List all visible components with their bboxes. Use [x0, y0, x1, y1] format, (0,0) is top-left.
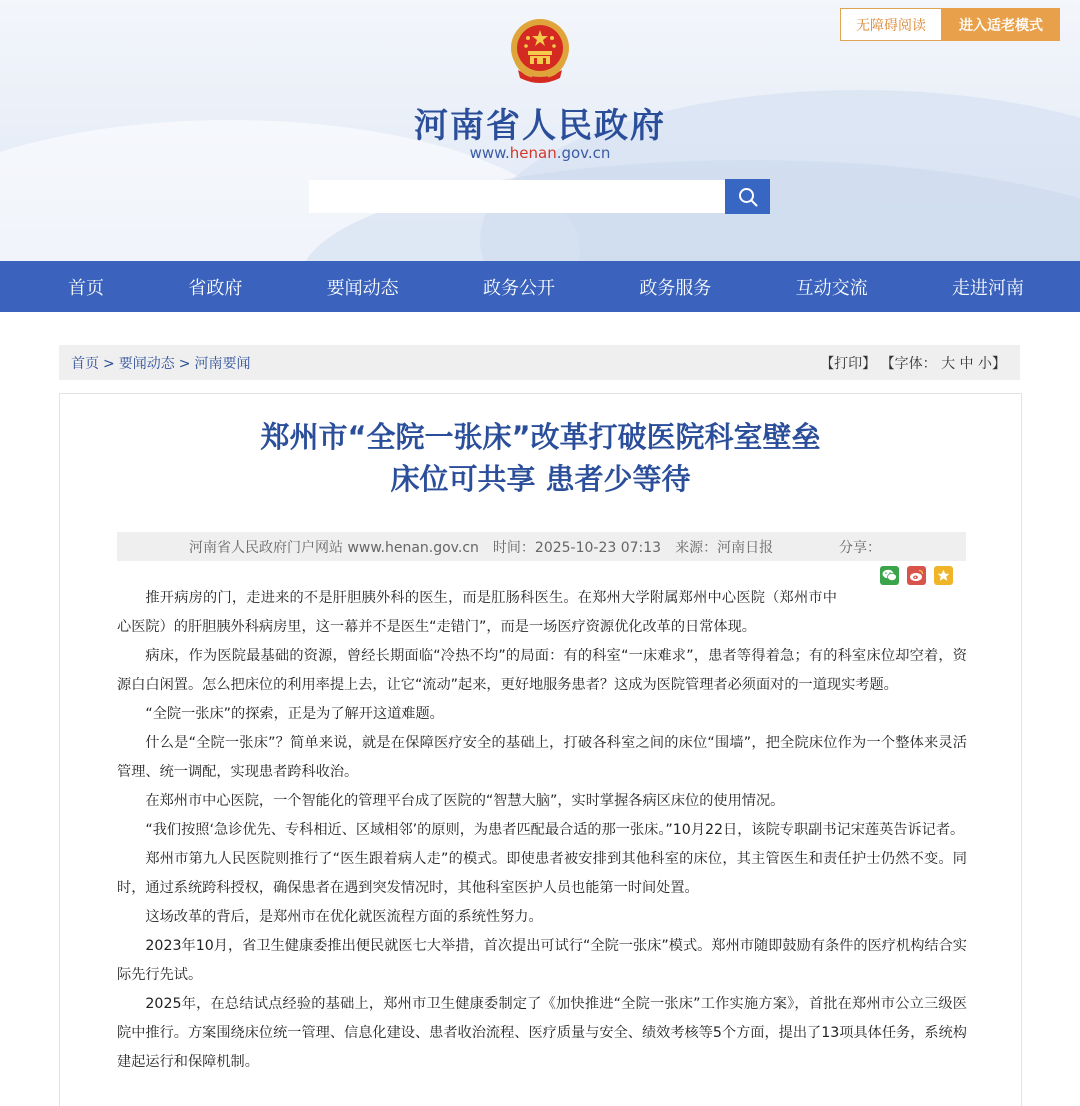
- font-small-button[interactable]: 小: [978, 355, 992, 372]
- search-input[interactable]: [309, 180, 725, 213]
- nav-item-about-henan[interactable]: 走进河南: [951, 277, 1024, 299]
- font-large-button[interactable]: 大: [941, 355, 956, 372]
- site-url-highlight: henan: [509, 144, 557, 162]
- nav-item-home[interactable]: 首页: [68, 277, 104, 299]
- article-paragraph: “我们按照‘急诊优先、专科相近、区域相邻’的原则，为患者匹配最合适的那一张床。”10月22日，该院专职副书记宋莲英告诉记者。: [145, 822, 965, 838]
- meta-site: 河南省人民政府门户网站 www.henan.gov.cn: [189, 539, 479, 556]
- article-paragraph: 病床，作为医院最基础的资源，曾经长期面临“冷热不均”的局面：有的科室“一床难求”，患者等得着急；有的科室床位却空着，资源白白闲置。怎么把床位的利用率提上去，让它“流动”起来，更好地服务患者？这成为医院管理者必须面对的一道现实考题。: [117, 648, 967, 693]
- wechat-icon: [882, 569, 897, 582]
- breadcrumb-news[interactable]: 要闻动态: [118, 355, 175, 372]
- wechat-share-button[interactable]: [880, 566, 899, 585]
- nav-item-interaction[interactable]: 互动交流: [795, 277, 868, 299]
- star-icon: [937, 569, 950, 582]
- breadcrumb-separator: >: [178, 355, 191, 372]
- article-title-line2: 床位可共享 患者少等待: [390, 462, 691, 496]
- nav-item-government-services[interactable]: 政务服务: [639, 277, 712, 299]
- breadcrumb-henan-news[interactable]: 河南要闻: [194, 355, 251, 372]
- search-icon: [738, 187, 758, 207]
- font-size-close: 】: [992, 355, 1006, 372]
- elder-mode-button[interactable]: 进入适老模式: [942, 8, 1060, 41]
- article-container: [59, 393, 1022, 1106]
- article-meta: [117, 532, 966, 561]
- breadcrumb-bar: [59, 345, 1020, 380]
- weibo-icon: [909, 569, 924, 582]
- article-body: [117, 584, 967, 1077]
- meta-time: 时间：2025-10-23 07:13: [492, 539, 662, 556]
- article-tools: [820, 353, 1006, 373]
- article-paragraph: 在郑州市中心医院，一个智能化的管理平台成了医院的“智慧大脑”，实时掌握各病区床位的使用情况。: [145, 793, 785, 809]
- nav-item-government-affairs[interactable]: 政务公开: [482, 277, 555, 299]
- share-label: 分享：: [839, 539, 881, 556]
- font-size-label: 【字体：: [880, 355, 937, 372]
- qzone-share-button[interactable]: [934, 566, 953, 585]
- top-buttons: [840, 8, 1060, 41]
- breadcrumb-home[interactable]: 首页: [71, 355, 99, 372]
- meta-source: 来源：河南日报: [675, 539, 774, 556]
- nav-item-provincial-government[interactable]: 省政府: [188, 277, 243, 299]
- article-paragraph: 这场改革的背后，是郑州市在优化就医流程方面的系统性努力。: [145, 909, 543, 925]
- main-nav: [0, 261, 1080, 312]
- breadcrumb: [71, 353, 250, 373]
- article-paragraph: 郑州市第九人民医院则推行了“医生跟着病人走”的模式。即使患者被安排到其他科室的床位，其主管医生和责任护士仍然不变。同时，通过系统跨科授权，确保患者在遇到突发情况时，其他科室医护人员也能第一时间处置。: [117, 851, 967, 896]
- article-paragraph: 推开病房的门，走进来的不是肝胆胰外科的医生，而是肛肠科医生。在郑州大学附属郑州中心医院（郑州市中心医院）的肝胆胰外科病房里，这一幕并不是医生“走错门”，而是一场医疗资源优化改革的日常体现。: [117, 590, 837, 635]
- article-title-line1: 郑州市“全院一张床”改革打破医院科室壁垒: [260, 420, 821, 454]
- search-button[interactable]: [725, 179, 770, 214]
- nav-item-news[interactable]: 要闻动态: [326, 277, 399, 299]
- breadcrumb-separator: >: [103, 355, 115, 372]
- font-medium-button[interactable]: 中: [959, 355, 974, 372]
- site-url-prefix: www.: [469, 144, 510, 162]
- article-paragraph: “全院一张床”的探索，正是为了解开这道难题。: [145, 706, 444, 722]
- site-title: 河南省人民政府: [414, 106, 666, 146]
- accessible-reading-button[interactable]: 无障碍阅读: [840, 8, 942, 41]
- site-url-suffix: .gov.cn: [556, 144, 611, 162]
- article-paragraph: 什么是“全院一张床”？简单来说，就是在保障医疗安全的基础上，打破各科室之间的床位“围墙”，把全院床位作为一个整体来灵活管理、统一调配，实现患者跨科收治。: [117, 735, 967, 780]
- article-paragraph: 2023年10月，省卫生健康委推出便民就医七大举措，首次提出可试行“全院一张床”模式。郑州市随即鼓励有条件的医疗机构结合实际先行先试。: [117, 938, 967, 983]
- print-button[interactable]: 【打印】: [820, 355, 877, 372]
- national-emblem-icon[interactable]: [508, 18, 572, 86]
- site-header: [0, 0, 1080, 261]
- article-title: [60, 416, 1021, 500]
- site-url: [0, 144, 1080, 162]
- weibo-share-button[interactable]: [907, 566, 926, 585]
- article-paragraph: 2025年，在总结试点经验的基础上，郑州市卫生健康委制定了《加快推进“全院一张床”工作实施方案》，首批在郑州市公立三级医院中推行。方案围绕床位统一管理、信息化建设、患者收治流程、医疗质量与安全、绩效考核等5个方面，提出了13项具体任务，系统构建起运行和保障机制。: [117, 996, 967, 1070]
- share-icons: [880, 566, 953, 585]
